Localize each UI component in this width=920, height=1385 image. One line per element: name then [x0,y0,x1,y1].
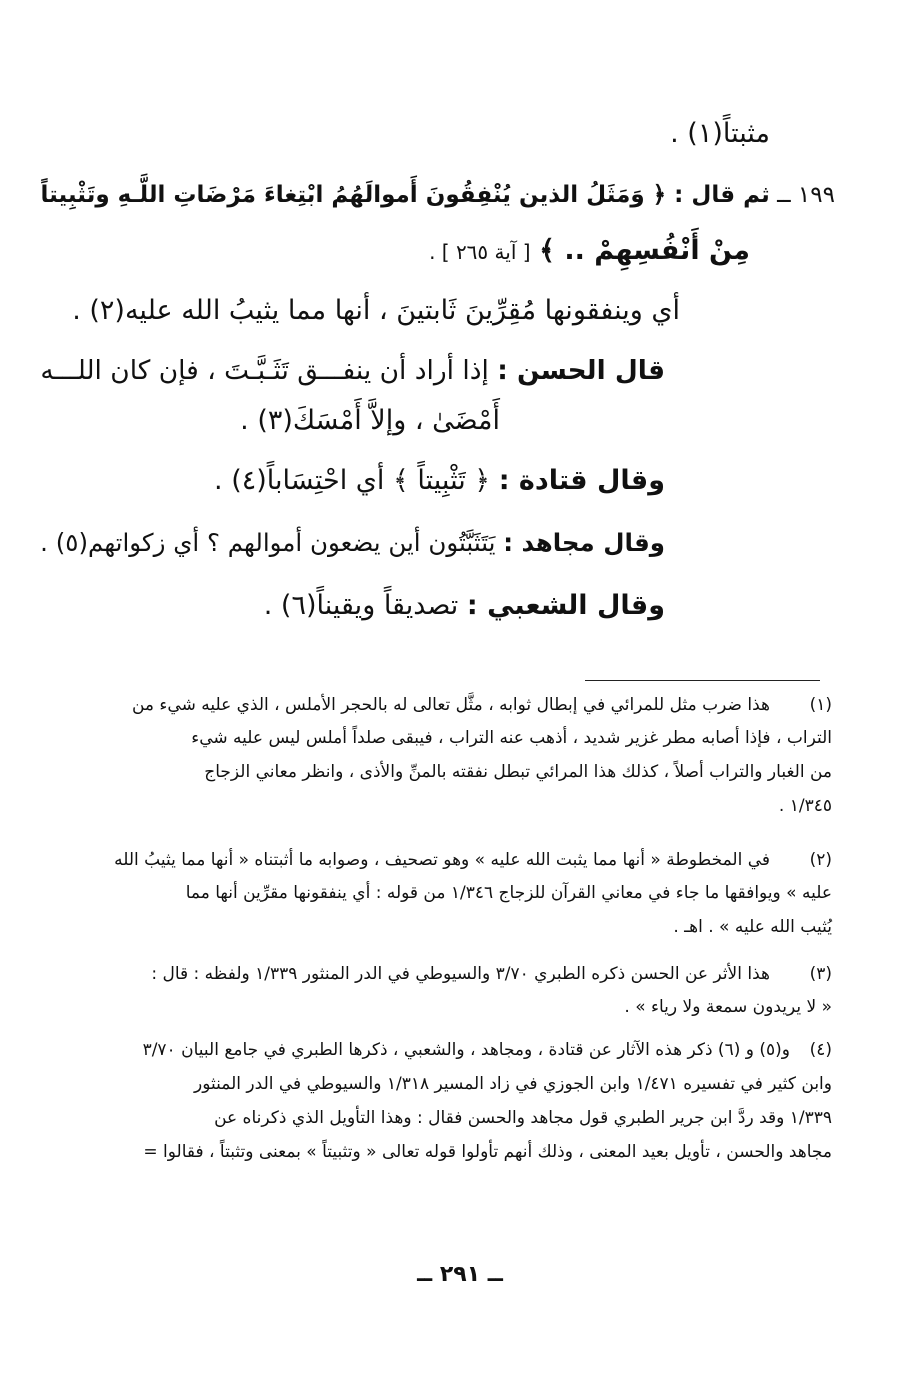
footnote-separator [585,680,820,681]
footnote-2-line-1: في المخطوطة « أنها مما يثبت الله عليه » وهو تصحيف ، وصوابه ما أثبتناه « أنها مما يثيبُ الله [114,850,770,870]
main-line-5 [40,355,665,386]
text: تصديقاً ويقيناً(٦) . [263,590,459,621]
main-line-7 [214,465,665,496]
main-line-2 [40,182,835,208]
text: أَمْضَىٰ ، وإلاَّ أَمْسَكَ(٣) . [240,405,500,436]
footnote-number-2: (٢) [809,850,832,870]
footnote-2-line-2: عليه » ويوافقها ما جاء في معاني القرآن للزجاج ١/٣٤٦ من قوله : أي ينفقونها مقرِّين أنها مما [185,883,832,903]
text: إذا أراد أن ينفـــق تَثَـبَّـتَ ، فإن كان اللـــه [40,355,489,386]
footnote-number-1: (١) [809,695,832,715]
footnote-4-line-2: وابن كثير في تفسيره ١/٤٧١ وابن الجوزي في زاد المسير ١/٣١٨ والسيوطي في الدر المنثور [194,1074,832,1094]
footnote-number-4: (٤) [809,1040,832,1060]
speaker: وقال الشعبي : [466,590,665,621]
footnote-3-line-1: هذا الأثر عن الحسن ذكره الطبري ٣/٧٠ والسيوطي في الدر المنثور ١/٣٣٩ ولفظه : قال : [151,964,770,984]
quran-verse: ثم قال : ﴿ وَمَثَلُ الذين يُنْفِقُونَ أَموالَهُمُ ابْتِغاءَ مَرْضَاتِ اللَّـهِ وتَثْبِيتاً [40,182,770,208]
quran-verse-end: مِنْ أَنْفُسِهِمْ .. ﴾ [539,235,750,266]
text: أي وينفقونها مُقِرِّينَ ثَابتينَ ، أنها مما يثيبُ الله عليه(٢) . [72,295,680,326]
speaker: قال الحسن : [497,355,665,386]
footnote-1-line-3: من الغبار والتراب أصلاً ، كذلك هذا المرائي تبطل نفقته بالمنِّ والأذى ، وانظر معاني الزجاج [204,762,832,782]
main-line-4 [72,295,680,326]
speaker: وقال قتادة : [498,465,665,496]
entry-number: ١٩٩ ــ [777,182,835,208]
text: ﴿ تَثْبِيتاً ﴾ أي احْتِسَاباً(٤) . [214,465,491,496]
footnote-3-line-2: « لا يريدون سمعة ولا رياء » . [624,997,832,1017]
footnote-4-line-4: مجاهد والحسن ، تأويل بعيد المعنى ، وذلك أنهم تأولوا قوله تعالى « وتثبيتاً » بمعنى وتثبتاً ، فقالوا = [143,1142,832,1162]
text: مثبتاً(١) . [670,118,770,149]
verse-reference: [ آية ٢٦٥ ] . [429,240,531,264]
main-line-9 [264,590,665,621]
page-number: ــ ٢٩١ ــ [417,1262,503,1287]
main-line-8 [40,528,665,557]
footnote-4-line-1: و(٥) و (٦) ذكر هذه الآثار عن قتادة ، ومجاهد ، والشعبي ، ذكرها الطبري في جامع البيان ٣/٧٠ [142,1040,790,1060]
main-line-6 [240,405,500,436]
footnote-1-line-2: التراب ، فإذا أصابه مطر غزير شديد ، أذهب عنه التراب ، فيبقى صلداً أملس ليس عليه شيء [191,728,832,748]
footnote-2-line-3: يُثيب الله عليه » . اهـ . [673,917,832,937]
footnote-1-line-1: هذا ضرب مثل للمرائي في إبطال ثوابه ، مثَّل تعالى له بالحجر الأملس ، الذي عليه شيء من [131,695,770,715]
main-line-3 [429,235,750,266]
footnote-number-3: (٣) [809,964,832,984]
footnote-1-line-4: ١/٣٤٥ . [778,796,832,816]
speaker: وقال مجاهد : [503,528,665,557]
text: يَتَثَبَّتُون أين يضعون أموالهم ؟ أي زكواتهم(٥) . [40,528,496,557]
main-line-1 [670,118,770,149]
footnote-4-line-3: ١/٣٣٩ وقد ردَّ ابن جرير الطبري قول مجاهد والحسن فقال : وهذا التأويل الذي ذكرناه عن [214,1108,832,1128]
